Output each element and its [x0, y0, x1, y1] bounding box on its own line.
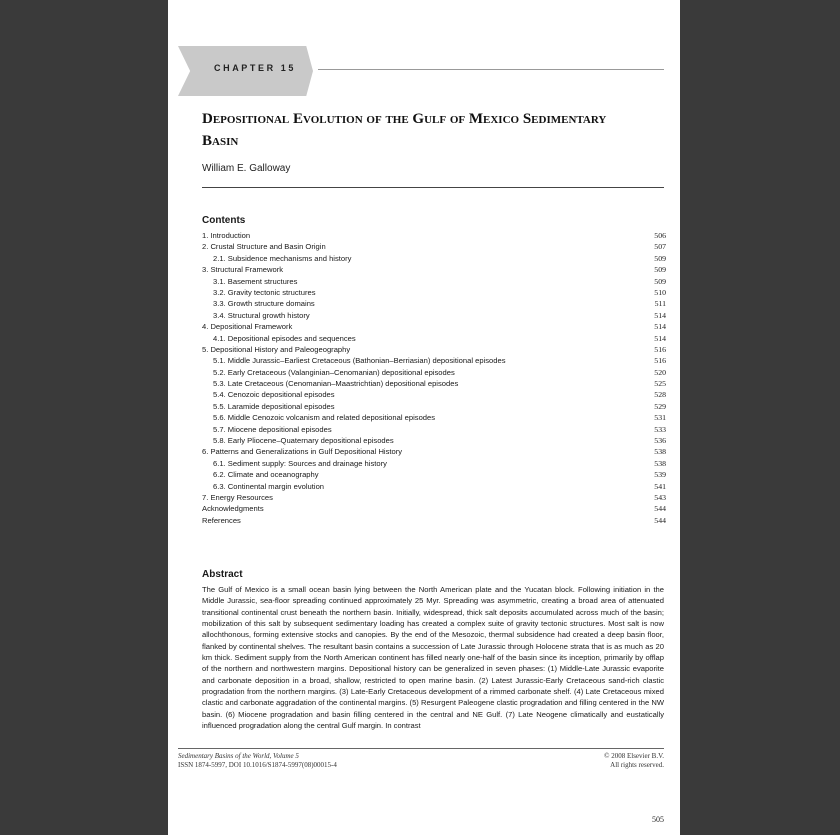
toc-entry[interactable] — [202, 355, 666, 366]
toc-entry-page: 543 — [654, 492, 666, 502]
toc-entry-label: Acknowledgments — [202, 504, 264, 514]
toc-entry-label: 5.3. Late Cretaceous (Cenomanian–Maastrichtian) depositional episodes — [213, 379, 459, 389]
toc-entry-label: 5.5. Laramide depositional episodes — [213, 401, 335, 411]
toc-entry[interactable] — [202, 287, 666, 298]
toc-entry-page: 516 — [654, 344, 666, 354]
toc-entry-page: 509 — [654, 253, 666, 263]
toc-entry-page: 538 — [654, 447, 666, 457]
toc-entry[interactable] — [202, 401, 666, 412]
toc-entry[interactable] — [202, 412, 666, 423]
toc-entry[interactable] — [202, 333, 666, 344]
toc-entry-label: 4.1. Depositional episodes and sequences — [213, 333, 356, 343]
toc-entry[interactable] — [202, 367, 666, 378]
toc-entry-page: 536 — [654, 436, 666, 446]
toc-entry-label: 6.3. Continental margin evolution — [213, 481, 325, 491]
toc-entry-label: 3.4. Structural growth history — [213, 310, 310, 320]
toc-entry[interactable] — [202, 241, 666, 252]
toc-entry[interactable] — [202, 458, 666, 469]
toc-entry-label: 3.1. Basement structures — [213, 276, 298, 286]
footer-rights: All rights reserved. — [610, 760, 664, 769]
toc-entry[interactable] — [202, 503, 666, 514]
toc-entry-page: 544 — [654, 504, 666, 514]
toc-entry[interactable] — [202, 310, 666, 321]
toc-entry-label: 5.8. Early Pliocene–Quaternary depositional episodes — [213, 436, 394, 446]
toc-entry-label: 3. Structural Framework — [202, 265, 284, 275]
abstract-heading: Abstract — [202, 569, 243, 580]
toc-entry-label: 2.1. Subsidence mechanisms and history — [213, 253, 352, 263]
toc-entry[interactable] — [202, 264, 666, 275]
toc-entry[interactable] — [202, 389, 666, 400]
toc-entry-page: 538 — [654, 458, 666, 468]
toc-entry[interactable] — [202, 253, 666, 264]
footer-issn: ISSN 1874-5997, DOI 10.1016/S1874-5997(08)00015-4 — [178, 760, 337, 769]
toc-entry-page: 509 — [654, 276, 666, 286]
toc-entry[interactable] — [202, 435, 666, 446]
footer-divider — [178, 748, 664, 749]
toc-entry[interactable] — [202, 378, 666, 389]
toc-entry[interactable] — [202, 321, 666, 332]
toc-entry[interactable] — [202, 492, 666, 503]
document-page — [168, 0, 680, 835]
toc-entry-label: 1. Introduction — [202, 231, 251, 240]
toc-entry[interactable] — [202, 298, 666, 309]
toc-entry-page: 533 — [654, 424, 666, 434]
footer-copyright: © 2008 Elsevier B.V. — [604, 752, 664, 760]
toc-entry-label: 5. Depositional History and Paleogeography — [202, 344, 351, 354]
title-divider — [202, 187, 664, 188]
toc-entry-page: 514 — [654, 322, 666, 332]
toc-entry[interactable] — [202, 276, 666, 287]
toc-entry[interactable] — [202, 469, 666, 480]
toc-entry-page: 528 — [654, 390, 666, 400]
toc-entry-page: 510 — [654, 287, 666, 297]
toc-entry-page: 514 — [654, 310, 666, 320]
toc-entry-page: 525 — [654, 379, 666, 389]
footer-journal: Sedimentary Basins of the World, Volume 5 — [178, 752, 299, 760]
toc-entry-label: 6.2. Climate and oceanography — [213, 470, 319, 480]
toc-entry[interactable] — [202, 481, 666, 492]
toc-entry-label: 5.1. Middle Jurassic–Earliest Cretaceous (Bathonian–Berriasian) depositional episodes — [213, 356, 506, 366]
toc-entry-label: References — [202, 515, 241, 525]
toc-entry-label: 6.1. Sediment supply: Sources and drainage history — [213, 458, 387, 468]
page-footer — [178, 752, 664, 769]
toc-entry-page: 509 — [654, 265, 666, 275]
table-of-contents — [202, 230, 666, 526]
toc-entry-page: 506 — [654, 231, 666, 240]
toc-entry-page: 529 — [654, 401, 666, 411]
toc-entry-page: 511 — [654, 299, 666, 309]
toc-entry-page: 516 — [654, 356, 666, 366]
toc-entry-label: 3.2. Gravity tectonic structures — [213, 287, 316, 297]
toc-entry-label: 5.4. Cenozoic depositional episodes — [213, 390, 335, 400]
toc-entry-label: 5.2. Early Cretaceous (Valanginian–Cenomanian) depositional episodes — [213, 367, 455, 377]
toc-entry[interactable] — [202, 446, 666, 457]
toc-entry-page: 541 — [654, 481, 666, 491]
toc-entry-label: 6. Patterns and Generalizations in Gulf Depositional History — [202, 447, 403, 457]
toc-entry-page: 514 — [654, 333, 666, 343]
toc-entry[interactable] — [202, 344, 666, 355]
toc-entry-label: 5.7. Miocene depositional episodes — [213, 424, 332, 434]
toc-entry[interactable] — [202, 515, 666, 526]
chapter-rule — [318, 69, 664, 70]
toc-entry-label: 3.3. Growth structure domains — [213, 299, 315, 309]
toc-entry-page: 539 — [654, 470, 666, 480]
author-name: William E. Galloway — [202, 163, 291, 174]
toc-entry-page: 544 — [654, 515, 666, 525]
page-number: 505 — [652, 815, 664, 824]
chapter-title: Depositional Evolution of the Gulf of Mexico Sedimentary Basin — [202, 111, 607, 149]
abstract-body: The Gulf of Mexico is a small ocean basin lying between the North American plate and the Yucatan block. Following initiation in the Middle Jurassic, sea-floor spreading continued approximately 25 Myr. Spreading was asymmetric, creating a broad area of attenuated transitional continental crust beneath the northern basin. Initially, widespread, thick salt deposits accumulated across much of the basin; mobilization of this salt by subsequent sedimentary loading has created a complex suite of gravity tectonic structures. Most salt is now allochthonous, forming extensive stocks and canopies. By the end of the Mesozoic, thermal subsidence had created a deep basin floor, flanked by continental shelves. The resultant basin contains a succession of Late Jurassic through Holocene strata that is as much as 20 km thick. Sediment supply from the North American continent has filled nearly one-half of the basin since its inception, primarily by offlap of the northern and northwestern margins. Depositional history can be generalized in seven phases: (1) Middle-Late Jurassic evaporite and carbonate deposition in a broad, shallow, restricted to open marine basin. (2) Latest Jurassic-Early Cretaceous sand-rich clastic progradation from the northern margins. (3) Late-Early Cretaceous development of a rimmed carbonate shelf. (4) Late Cretaceous mixed clastic and carbonate aggradation of the continental margins. (5) Resurgent Paleogene clastic progradation and filling centered in the NW basin. (6) Miocene progradation and basin filling centered in the central and NE Gulf. (7) Late Neogene climatically and eustatically influenced progradation along the central Gulf margin. In contrast — [202, 585, 664, 731]
toc-entry-page: 520 — [654, 367, 666, 377]
toc-entry[interactable] — [202, 230, 666, 241]
toc-entry-page: 531 — [654, 413, 666, 423]
toc-entry-label: 4. Depositional Framework — [202, 322, 293, 332]
toc-entry-label: 2. Crustal Structure and Basin Origin — [202, 242, 326, 252]
toc-entry-page: 507 — [654, 242, 666, 252]
chapter-label: CHAPTER 15 — [214, 63, 297, 73]
toc-entry-label: 5.6. Middle Cenozoic volcanism and related depositional episodes — [213, 413, 436, 423]
toc-entry-label: 7. Energy Resources — [202, 492, 273, 502]
toc-entry[interactable] — [202, 424, 666, 435]
contents-heading: Contents — [202, 215, 246, 226]
